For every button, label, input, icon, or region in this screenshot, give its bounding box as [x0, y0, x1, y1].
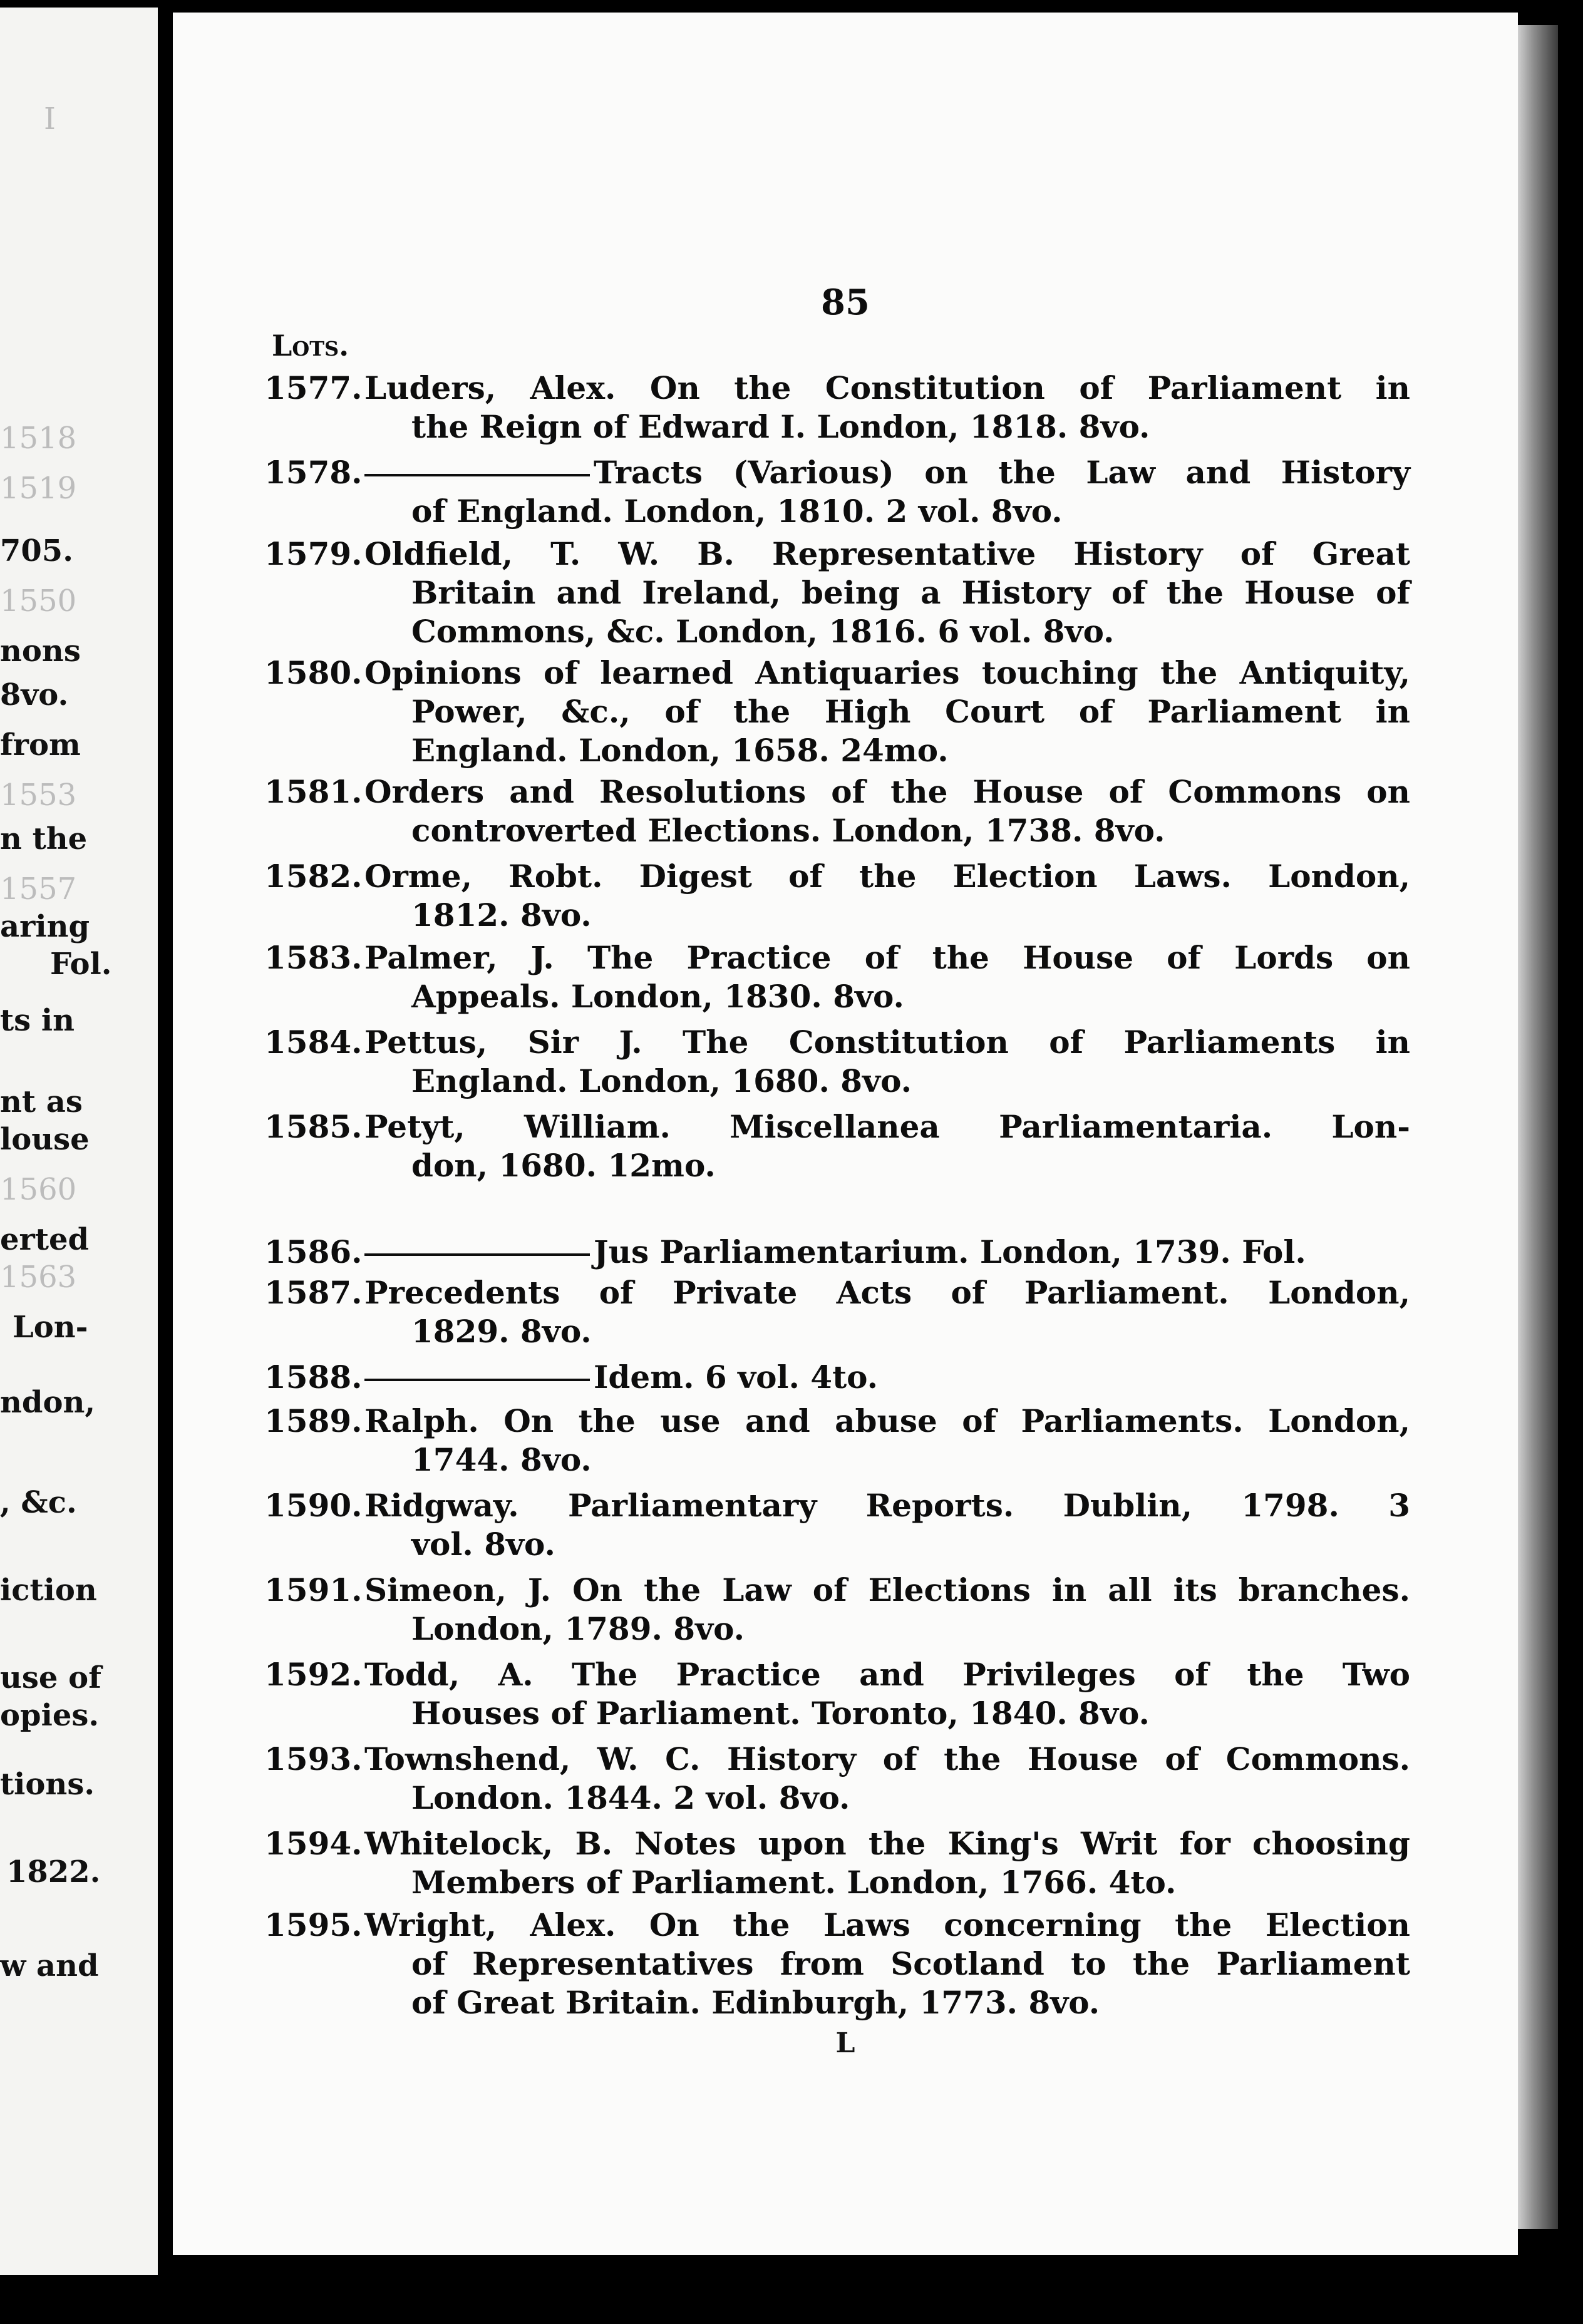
entry-line: London, 1789. 8vo.: [411, 1610, 745, 1647]
left-page-text-fragment: erted: [0, 1222, 90, 1257]
entry-line: vol. 8vo.: [411, 1526, 555, 1563]
signature-mark: L: [835, 2027, 855, 2059]
lot-number: 1591.: [264, 1571, 363, 1608]
left-page-text-fragment: ts in: [0, 1003, 75, 1038]
left-page-text-fragment: tions.: [0, 1767, 95, 1802]
left-page-text-fragment: 1822.: [6, 1854, 101, 1890]
ditto-dash: [364, 474, 590, 476]
entry-line: [364, 454, 1410, 491]
left-page-text-fragment: iction: [0, 1573, 97, 1608]
entry-line-text: Idem. 6 vol. 4to.: [594, 1359, 879, 1396]
ditto-dash: [364, 1253, 590, 1256]
left-page-text-fragment: aring: [0, 909, 90, 944]
left-page-text-fragment: n the: [0, 821, 88, 856]
entry-line: Ralph. On the use and abuse of Parliaments. London,: [364, 1402, 1410, 1439]
left-page-text-fragment: 1563: [0, 1260, 77, 1295]
lot-number: 1595.: [264, 1906, 363, 1943]
entry-line: Britain and Ireland, being a History of the House of: [411, 574, 1410, 611]
left-page-text-fragment: Lon-: [13, 1310, 88, 1345]
entry-line: London. 1844. 2 vol. 8vo.: [411, 1779, 850, 1816]
left-page-text-fragment: 8vo.: [0, 677, 69, 712]
lot-number: 1592.: [264, 1656, 363, 1693]
entry-line: of England. London, 1810. 2 vol. 8vo.: [411, 493, 1063, 530]
lot-number: 1594.: [264, 1825, 363, 1862]
lot-number: 1580.: [264, 654, 363, 691]
right-page: [173, 13, 1518, 2255]
left-page-text-fragment: 1553: [0, 778, 77, 813]
ditto-dash: [364, 1379, 590, 1381]
left-page-text-fragment: from: [0, 728, 81, 763]
entry-line: Simeon, J. On the Law of Elections in all its branches.: [364, 1571, 1410, 1608]
lot-number: 1578.: [264, 454, 363, 491]
entry-line: Commons, &c. London, 1816. 6 vol. 8vo.: [411, 613, 1115, 650]
lot-number: 1577.: [264, 369, 363, 406]
left-page-text-fragment: ndon,: [0, 1385, 96, 1420]
lot-number: 1585.: [264, 1108, 363, 1145]
lot-number: 1588.: [264, 1359, 363, 1396]
lot-number: 1590.: [264, 1487, 363, 1524]
page-number: 85: [821, 282, 870, 323]
entry-line: Todd, A. The Practice and Privileges of the Two: [364, 1656, 1410, 1693]
entry-line: don, 1680. 12mo.: [411, 1147, 716, 1184]
left-page-text-fragment: , &c.: [0, 1485, 77, 1520]
entry-line: Wright, Alex. On the Laws concerning the Election: [364, 1906, 1410, 1943]
entry-line: Whitelock, B. Notes upon the King's Writ for choosing: [364, 1825, 1410, 1862]
entry-line: Oldfield, T. W. B. Representative History of Great: [364, 535, 1410, 572]
entry-line: Houses of Parliament. Toronto, 1840. 8vo.: [411, 1695, 1150, 1732]
entry-line: Orme, Robt. Digest of the Election Laws. London,: [364, 858, 1410, 895]
left-page-text-fragment: louse: [0, 1122, 90, 1157]
entry-line: [364, 1359, 1410, 1396]
entry-line: Opinions of learned Antiquaries touching the Antiquity,: [364, 654, 1410, 691]
entry-line: 1744. 8vo.: [411, 1441, 592, 1478]
entry-line: controverted Elections. London, 1738. 8vo.: [411, 812, 1165, 849]
left-page-text-fragment: 705.: [0, 533, 73, 568]
left-page-text-fragment: nons: [0, 634, 81, 669]
entry-line: Luders, Alex. On the Constitution of Parliament in: [364, 369, 1410, 406]
entry-line-text: Jus Parliamentarium. London, 1739. Fol.: [594, 1233, 1306, 1270]
left-page-text-fragment: Fol.: [50, 947, 112, 982]
entry-line: England. London, 1680. 8vo.: [411, 1062, 912, 1099]
entry-line: the Reign of Edward I. London, 1818. 8vo.: [411, 408, 1150, 445]
lot-number: 1593.: [264, 1740, 363, 1777]
left-page-text-fragment: I: [44, 101, 56, 136]
entry-line: 1812. 8vo.: [411, 897, 592, 933]
entry-line: Pettus, Sir J. The Constitution of Parliaments in: [364, 1024, 1410, 1061]
left-page-text-fragment: w and: [0, 1948, 99, 1983]
lot-number: 1579.: [264, 535, 363, 572]
left-page-text-fragment: 1519: [0, 471, 77, 506]
left-page-fragment: [0, 8, 158, 2275]
entry-line: Power, &c., of the High Court of Parliament in: [411, 693, 1410, 730]
entry-line: [364, 1233, 1410, 1271]
lot-number: 1581.: [264, 773, 363, 810]
lots-heading: Lots.: [272, 329, 349, 362]
entry-line: England. London, 1658. 24mo.: [411, 732, 949, 769]
lot-number: 1587.: [264, 1274, 363, 1311]
entry-line: Members of Parliament. London, 1766. 4to.: [411, 1864, 1177, 1901]
lot-number: 1584.: [264, 1024, 363, 1061]
left-page-text-fragment: 1550: [0, 584, 77, 619]
left-page-text-fragment: nt as: [0, 1084, 83, 1119]
entry-line: Townshend, W. C. History of the House of Commons.: [364, 1740, 1410, 1777]
lot-number: 1589.: [264, 1402, 363, 1439]
entry-line: Ridgway. Parliamentary Reports. Dublin, 1798. 3: [364, 1487, 1410, 1524]
entry-line: Appeals. London, 1830. 8vo.: [411, 978, 904, 1015]
entry-line: 1829. 8vo.: [411, 1313, 592, 1350]
lot-number: 1583.: [264, 939, 363, 976]
entry-line: Orders and Resolutions of the House of Commons on: [364, 773, 1410, 810]
left-page-text-fragment: opies.: [0, 1698, 100, 1733]
left-page-text-fragment: 1560: [0, 1172, 77, 1207]
book-gutter: [158, 0, 173, 2324]
entry-line: Precedents of Private Acts of Parliament. London,: [364, 1274, 1410, 1311]
left-page-text-fragment: 1518: [0, 421, 77, 456]
lot-number: 1582.: [264, 858, 363, 895]
entry-line-text: Tracts (Various) on the Law and History: [594, 454, 1410, 491]
entry-line: Petyt, William. Miscellanea Parliamentaria. Lon-: [364, 1108, 1410, 1145]
entry-line: of Representatives from Scotland to the Parliament: [411, 1945, 1410, 1982]
left-page-text-fragment: use of: [0, 1660, 101, 1695]
page-edge: [1518, 25, 1558, 2229]
left-page-text-fragment: 1557: [0, 872, 77, 907]
entry-line: of Great Britain. Edinburgh, 1773. 8vo.: [411, 1984, 1100, 2021]
lot-number: 1586.: [264, 1233, 363, 1270]
entry-line: Palmer, J. The Practice of the House of Lords on: [364, 939, 1410, 976]
